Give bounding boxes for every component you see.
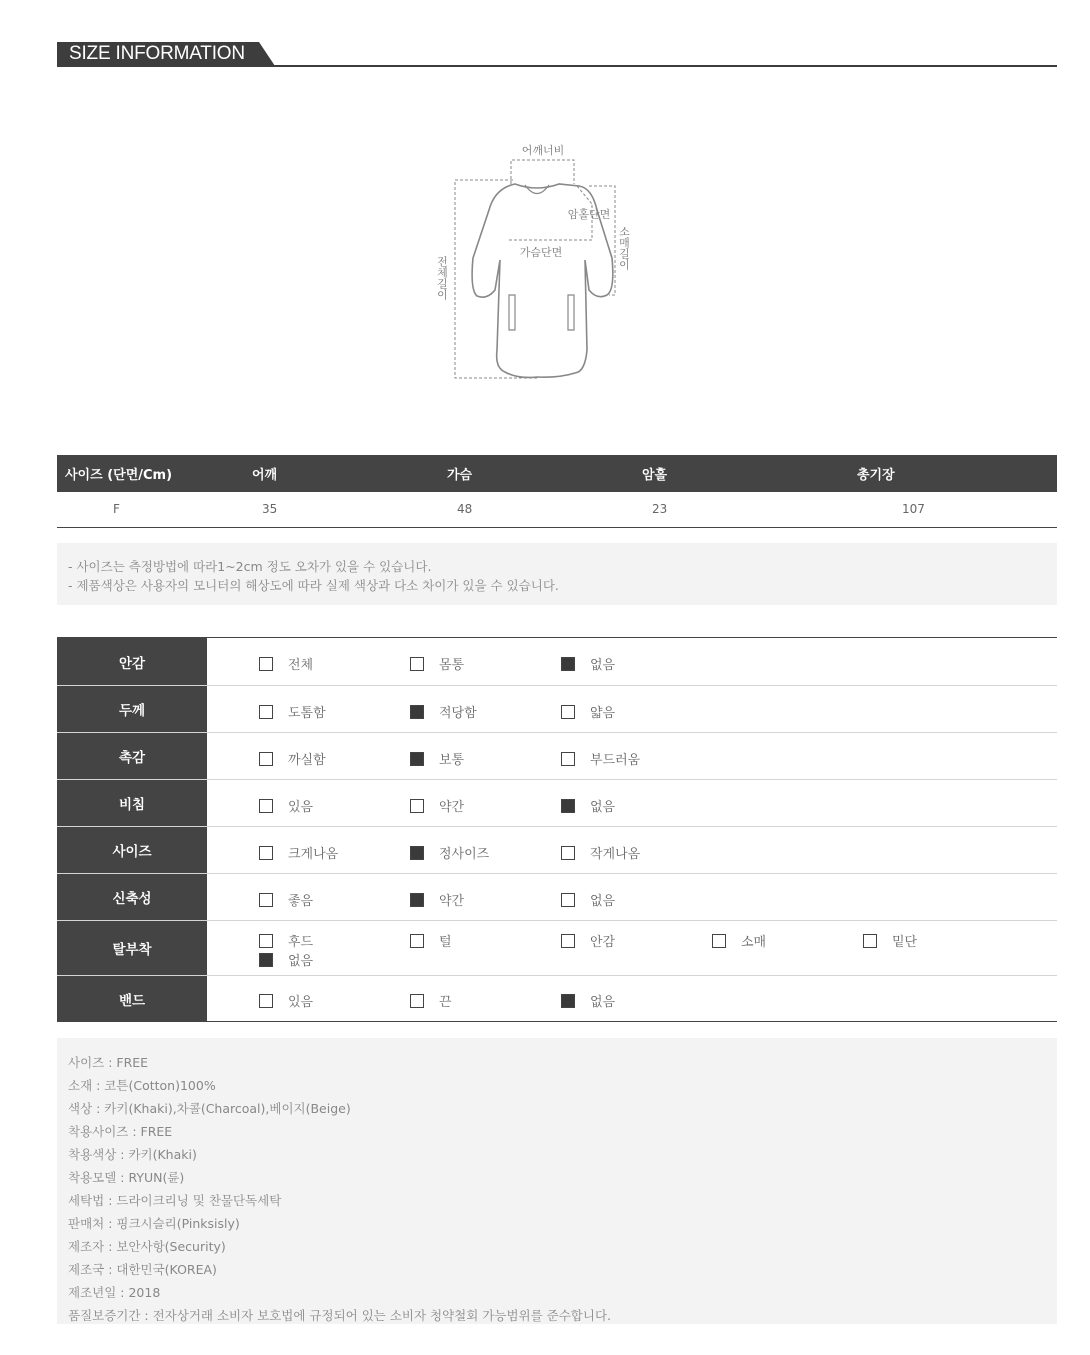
option-label: 없음 (590, 658, 616, 673)
checkbox-icon[interactable] (561, 846, 575, 860)
info-line: 소재 : 코튼(Cotton)100% (68, 1078, 216, 1093)
feature-table (57, 637, 1057, 1022)
feature-row-size (57, 826, 1057, 873)
option-item[interactable] (561, 843, 640, 862)
size-table-header (57, 455, 1057, 492)
checkbox-icon[interactable] (863, 934, 877, 948)
option-item[interactable] (410, 702, 477, 721)
checkbox-icon[interactable] (259, 893, 273, 907)
option-item[interactable] (561, 749, 640, 768)
option-label: 도톰함 (288, 706, 326, 721)
feature-label: 촉감 (57, 733, 207, 779)
option-label: 소매 (741, 935, 767, 950)
checkbox-checked-icon[interactable] (561, 799, 575, 813)
option-item[interactable] (259, 796, 313, 815)
option-label: 전체 (288, 658, 314, 673)
checkbox-checked-icon[interactable] (561, 994, 575, 1008)
cell-chest: 48 (447, 492, 642, 527)
option-item[interactable] (410, 890, 464, 909)
feature-row-elasticity (57, 873, 1057, 920)
col-total-length: 총기장 (857, 455, 1057, 492)
option-item[interactable] (259, 654, 313, 673)
feature-label: 두께 (57, 686, 207, 732)
option-item[interactable] (410, 991, 452, 1010)
option-label: 까실함 (288, 753, 326, 768)
shoulder-measure-line (511, 160, 574, 184)
shoulder-label: 어깨너비 (521, 144, 565, 157)
option-label: 몸통 (439, 658, 465, 673)
garment-measurement-diagram (437, 140, 677, 385)
checkbox-icon[interactable] (259, 934, 273, 948)
size-notes (57, 543, 1057, 605)
feature-label: 신축성 (57, 874, 207, 920)
cell-armhole: 23 (642, 492, 857, 527)
info-line: 색상 : 카키(Khaki),차콜(Charcoal),베이지(Beige) (68, 1101, 351, 1116)
armhole-label: 암홀단면 (567, 208, 611, 221)
checkbox-icon[interactable] (259, 799, 273, 813)
option-item[interactable] (259, 931, 313, 950)
cell-total-length: 107 (857, 492, 1057, 527)
cell-size: F (57, 492, 252, 527)
option-item[interactable] (561, 931, 615, 950)
option-label: 크게나옴 (288, 847, 339, 862)
option-item[interactable] (259, 749, 326, 768)
info-line: 착용색상 : 카키(Khaki) (68, 1147, 197, 1162)
col-shoulder: 어깨 (252, 455, 447, 492)
section-title: SIZE INFORMATION (69, 43, 245, 64)
option-label: 털 (439, 935, 452, 950)
chest-label: 가슴단면 (519, 246, 563, 259)
sleeve-label: 소매길이 (617, 226, 631, 270)
option-item[interactable] (863, 931, 917, 950)
info-line: 착용모델 : RYUN(륜) (68, 1170, 185, 1185)
info-line: 제조자 : 보안사항(Security) (68, 1239, 226, 1254)
col-chest: 가슴 (447, 455, 642, 492)
option-item[interactable] (259, 991, 313, 1010)
feature-label: 안감 (57, 638, 207, 685)
info-line: 제조국 : 대한민국(KOREA) (68, 1262, 217, 1277)
info-line: 품질보증기간 : 전자상거래 소비자 보호법에 규정되어 있는 소비자 청약철회 가능범위를 준수합니다. (68, 1308, 611, 1323)
feature-label: 사이즈 (57, 827, 207, 873)
option-label: 적당함 (439, 706, 477, 721)
option-label: 있음 (288, 995, 314, 1010)
option-item[interactable] (410, 931, 452, 950)
feature-label: 비침 (57, 780, 207, 826)
note-line: - 사이즈는 측정방법에 따라1~2cm 정도 오차가 있을 수 있습니다. (68, 559, 432, 574)
feature-label: 탈부착 (57, 921, 207, 975)
option-label: 약간 (439, 800, 465, 815)
checkbox-icon[interactable] (561, 893, 575, 907)
checkbox-checked-icon[interactable] (561, 657, 575, 671)
option-item[interactable] (410, 843, 489, 862)
info-line: 판매처 : 핑크시슬리(Pinksisly) (68, 1216, 240, 1231)
option-item[interactable] (410, 654, 464, 673)
cell-shoulder: 35 (252, 492, 447, 527)
option-label: 부드러움 (590, 753, 641, 768)
option-item[interactable] (561, 796, 615, 815)
option-label: 보통 (439, 753, 465, 768)
option-item[interactable] (259, 950, 313, 969)
option-item[interactable] (259, 702, 326, 721)
checkbox-icon[interactable] (561, 934, 575, 948)
size-table (57, 455, 1057, 528)
option-item[interactable] (561, 890, 615, 909)
option-label: 후드 (288, 935, 314, 950)
checkbox-checked-icon[interactable] (410, 705, 424, 719)
option-label: 없음 (590, 894, 616, 909)
feature-row-transparency (57, 779, 1057, 826)
checkbox-icon[interactable] (259, 752, 273, 766)
product-info (57, 1038, 1057, 1324)
checkbox-icon[interactable] (410, 657, 424, 671)
option-label: 정사이즈 (439, 847, 490, 862)
note-line: - 제품색상은 사용자의 모니터의 해상도에 따라 실제 색상과 다소 차이가 있을 수 있습니다. (68, 578, 559, 593)
checkbox-icon[interactable] (712, 934, 726, 948)
checkbox-icon[interactable] (561, 705, 575, 719)
col-armhole: 암홀 (642, 455, 857, 492)
option-item[interactable] (259, 890, 313, 909)
sleeve-measure-line (589, 186, 615, 295)
option-label: 없음 (288, 954, 314, 969)
info-line: 사이즈 : FREE (68, 1055, 149, 1070)
checkbox-icon[interactable] (410, 934, 424, 948)
option-label: 약간 (439, 894, 465, 909)
checkbox-checked-icon[interactable] (410, 893, 424, 907)
left-pocket (509, 295, 515, 330)
section-header (57, 42, 1057, 67)
feature-row-thickness (57, 685, 1057, 732)
checkbox-icon[interactable] (259, 846, 273, 860)
option-label: 있음 (288, 800, 314, 815)
checkbox-checked-icon[interactable] (410, 846, 424, 860)
right-pocket (568, 295, 574, 330)
checkbox-icon[interactable] (259, 994, 273, 1008)
option-label: 밑단 (892, 935, 918, 950)
info-line: 착용사이즈 : FREE (68, 1124, 173, 1139)
info-line: 세탁법 : 드라이크리닝 및 찬물단독세탁 (68, 1193, 282, 1208)
checkbox-icon[interactable] (259, 705, 273, 719)
option-item[interactable] (561, 654, 615, 673)
total-length-label: 전체길이 (435, 256, 449, 300)
checkbox-icon[interactable] (410, 994, 424, 1008)
option-item[interactable] (561, 991, 615, 1010)
col-size: 사이즈 (단면/Cm) (57, 455, 252, 492)
option-label: 없음 (590, 995, 616, 1010)
option-item[interactable] (712, 931, 766, 950)
feature-label: 밴드 (57, 976, 207, 1021)
option-label: 안감 (590, 935, 616, 950)
option-item[interactable] (561, 702, 615, 721)
checkbox-icon[interactable] (259, 657, 273, 671)
checkbox-checked-icon[interactable] (410, 752, 424, 766)
header-divider (57, 65, 1057, 67)
feature-row-band (57, 975, 1057, 1021)
feature-row-detachable (57, 920, 1057, 975)
checkbox-icon[interactable] (410, 799, 424, 813)
length-measure-line (455, 180, 537, 378)
option-label: 작게나옴 (590, 847, 641, 862)
option-label: 끈 (439, 995, 452, 1010)
feature-row-lining (57, 638, 1057, 685)
option-label: 좋음 (288, 894, 314, 909)
checkbox-icon[interactable] (561, 752, 575, 766)
table-row (57, 492, 1057, 527)
neckline (525, 185, 549, 194)
option-item[interactable] (259, 843, 338, 862)
option-item[interactable] (410, 749, 464, 768)
checkbox-checked-icon[interactable] (259, 953, 273, 967)
option-item[interactable] (410, 796, 464, 815)
info-line: 제조년일 : 2018 (68, 1285, 161, 1300)
option-label: 얇음 (590, 706, 616, 721)
option-label: 없음 (590, 800, 616, 815)
feature-row-texture (57, 732, 1057, 779)
